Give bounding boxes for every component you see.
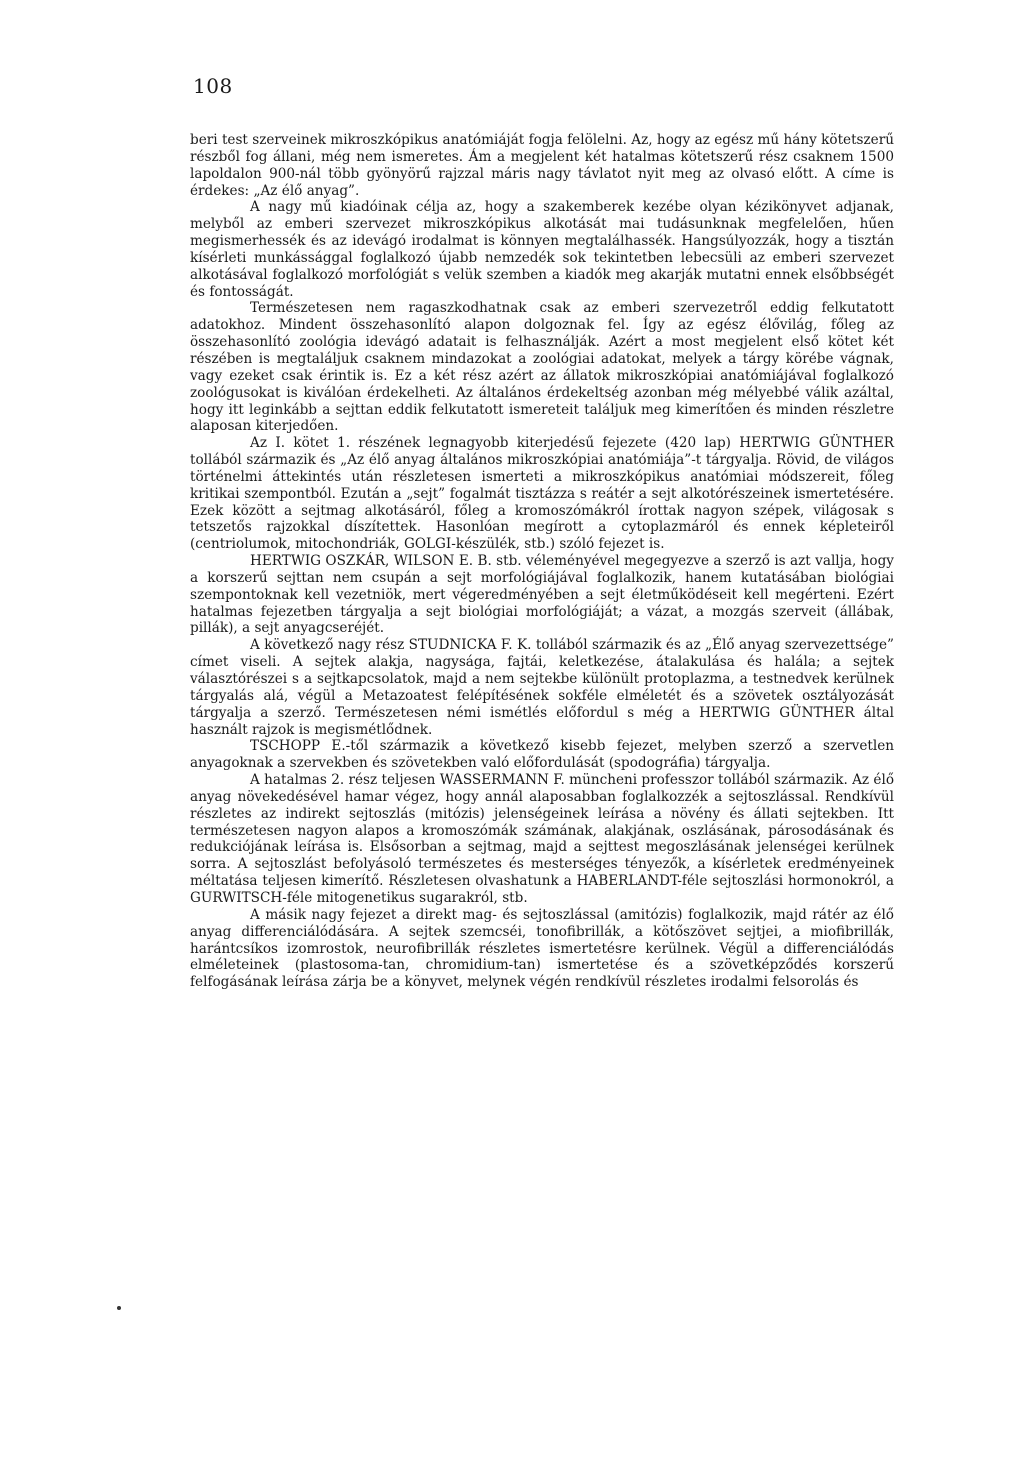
- paragraph: Az I. kötet 1. részének legnagyobb kiterjedésű fejezete (420 lap) HERTWIG GÜNTHER tollából származik és „Az élő anyag általános mikroszkópiai anatómiája”-t tárgyalja. Rövid, de világos történelmi áttekintés után részletesen ismerteti a mikroszkópikus anatómiai módszereit, főleg kritikai szempontból. Ezután a „sejt” fogalmát tisztázza s reátér a sejt alkotórészeinek ismertetésére. Ezek között a sejtmag alkotásáról, főleg a kromoszómákról írottak nagyon szépek, világosak s tetszetős rajzokkal díszítettek. Hasonlóan megírott a cytoplazmáról és ennek képleteiről (centriolumok, mitochondriák, GOLGI-készülék, stb.) szóló fejezet is.: [190, 435, 894, 553]
- paragraph: A nagy mű kiadóinak célja az, hogy a szakemberek kezébe olyan kézikönyvet adjanak, melyből az emberi szervezet mikroszkópikus alkotását mai tudásunknak megfelelően, hűen megismerhessék és az idevágó irodalmat is könnyen megtalálhassék. Hangsúlyozzák, hogy a tisztán kísérleti munkássággal foglalkozó újabb nemzedék sok tekintetben lebecsüli az emberi szervezet alkotásával foglalkozó morfológiát s velük szemben a kiadók meg akarják mutatni ennek elsőbbségét és fontosságát.: [190, 199, 894, 300]
- paragraph: A következő nagy rész STUDNICKA F. K. tollából származik és az „Élő anyag szervezettsége” címet viseli. A sejtek alakja, nagysága, fajtái, keletkezése, átalakulása és halála; a sejtek választórészei s a sejtkapcsolatok, majd a nem sejtekbe különült protoplazma, a testnedvek kerülnek tárgyalás alá, végül a Metazoatest felépítésének sokféle elméletét és a szövetek osztályozását tárgyalja a szerző. Természetesen némi ismétlés előfordul s még a HERTWIG GÜNTHER által használt rajzok is megismétlődnek.: [190, 637, 894, 738]
- paragraph: HERTWIG OSZKÁR, WILSON E. B. stb. véleményével megegyezve a szerző is azt vallja, hogy a korszerű sejttan nem csupán a sejt morfológiájával foglalkozik, hanem kutatásában biológiai szempontoknak kell vezetniök, mert végeredményében a sejt életműködéseit kell megérteni. Ezért hatalmas fejezetben tárgyalja a sejt biológiai morfológiáját; a vázat, a mozgás szerveit (állábak, pillák), a sejt anyagcseréjét.: [190, 553, 894, 637]
- paragraph: Természetesen nem ragaszkodhatnak csak az emberi szervezetről eddig felkutatott adatokhoz. Mindent összehasonlító alapon dolgoznak fel. Így az egész élővilág, főleg az összehasonlító zoológia idevágó adatait is felhasználják. Azért a most megjelent első kötet két részében is megtaláljuk csaknem mindazokat a zoológiai adatokat, melyek a tárgy körébe vágnak, vagy ezeket csak érintik is. Ez a két rész azért az állatok mikroszkópiai anatómiájával foglalkozó zoológusokat is kiválóan érdekelheti. Az általános érdekeltség azonban még mélyebbé válik azáltal, hogy itt leginkább a sejttan eddik felkutatott ismereteit találjuk meg kimerítően és minden részletre alaposan kiterjedően.: [190, 300, 894, 435]
- body-text: [190, 132, 894, 991]
- paragraph: A másik nagy fejezet a direkt mag- és sejtoszlással (amitózis) foglalkozik, majd rátér az élő anyag differenciálódására. A sejtek szemcséi, tonofibrillák, a kötőszövet sejtjei, a miofibrillák, harántcsíkos izomrostok, neurofibrillák részletes ismertetésre kerülnek. Végül a differenciálódás elméleteinek (plastosoma-tan, chromidium-tan) ismertetése és a szövetképződés korszerű felfogásának leírása zárja be a könyvet, melynek végén rendkívül részletes irodalmi felsorolás és: [190, 906, 894, 991]
- paragraph: TSCHOPP E.-től származik a következő kisebb fejezet, melyben szerző a szervetlen anyagoknak a szervekben és szövetekben való előfordulását (spodográfia) tárgyalja.: [190, 738, 894, 772]
- page-number: 108: [193, 74, 233, 98]
- margin-dot: [117, 1306, 121, 1310]
- paragraph: beri test szerveinek mikroszkópikus anatómiáját fogja felölelni. Az, hogy az egész mű hány kötetszerű részből fog állani, még nem ismeretes. Ám a megjelent két hatalmas kötetszerű rész csaknem 1500 lapoldalon 900-nál több gyönyörű rajzzal máris nagy távlatot nyit meg az olvasó előtt. A címe is érdekes: „Az élő anyag”.: [190, 132, 894, 199]
- paragraph: A hatalmas 2. rész teljesen WASSERMANN F. müncheni professzor tollából származik. Az élő anyag növekedésével hamar végez, hogy annál alaposabban foglalkozzék a sejtoszlással. Rendkívül részletes az indirekt sejtoszlás (mitózis) jelenségeinek leírása a növény és állati sejtekben. Itt természetesen nagyon alapos a kromoszómák számának, alakjának, oszlásának, párosodásának és redukciójának leírása is. Elsősorban a sejtmag, majd a sejttest megoszlásának jelenségei kerülnek sorra. A sejtoszlást befolyásoló természetes és mesterséges tényezők, a kísérletek eredményeinek méltatása teljesen kimerítő. Részletesen olvashatunk a HABERLANDT-féle sejtoszlási hormonokról, a GURWITSCH-féle mitogenetikus sugarakról, stb.: [190, 772, 894, 906]
